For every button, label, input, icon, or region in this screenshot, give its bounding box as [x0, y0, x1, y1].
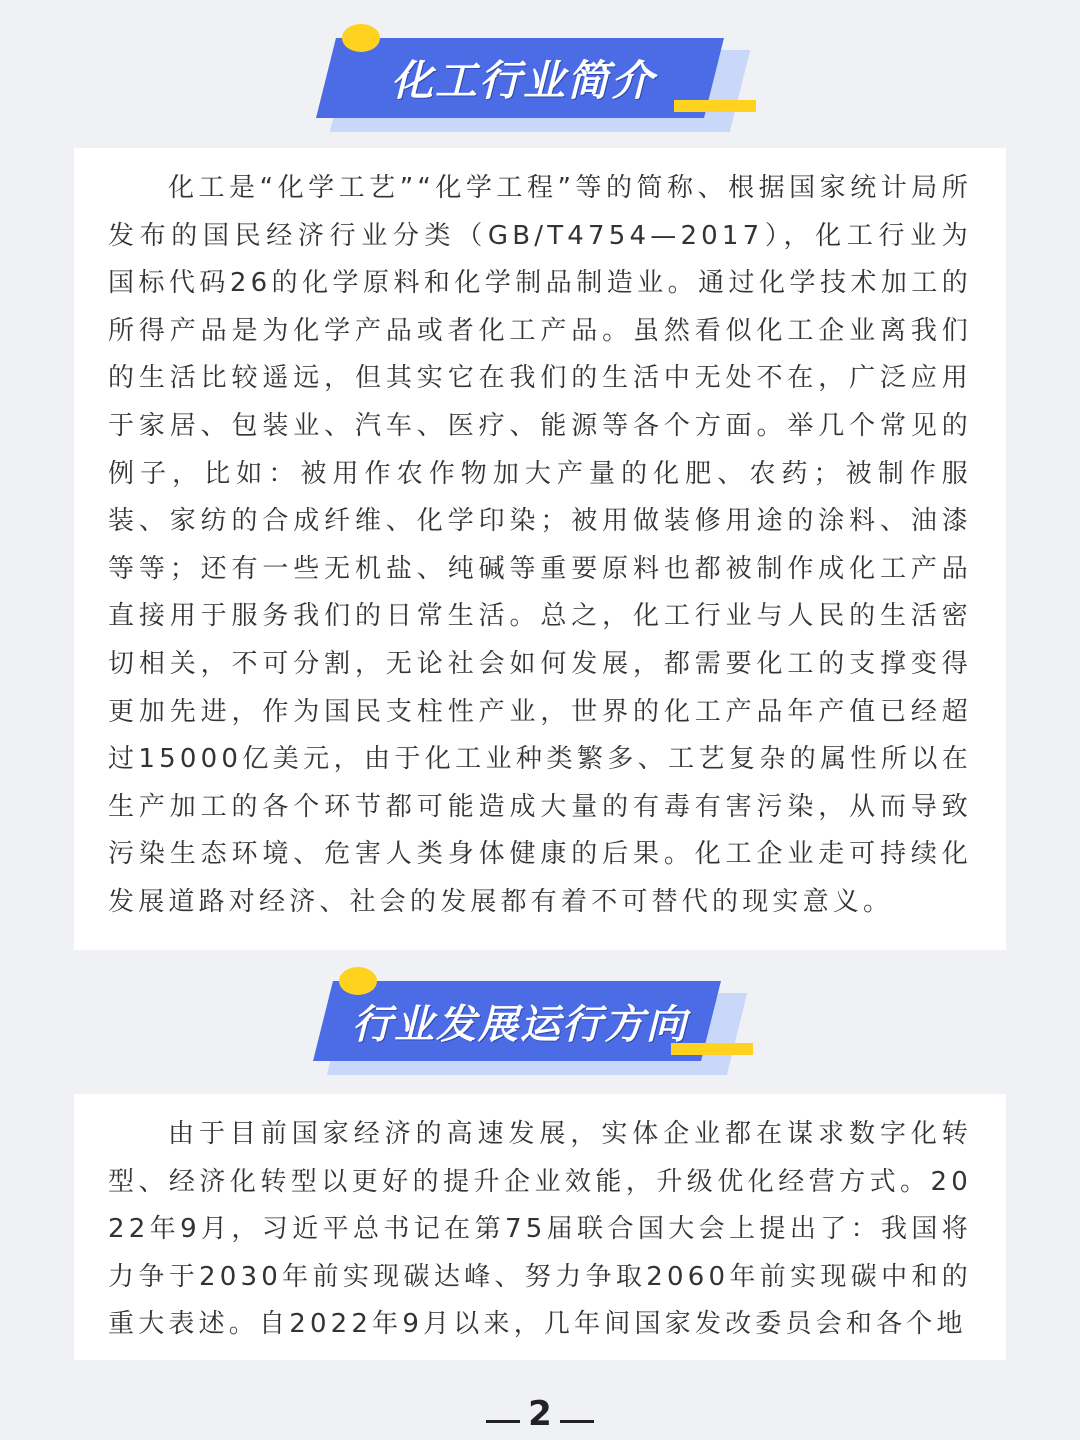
section-header-direction: [315, 963, 765, 1083]
content-card-direction: [74, 1094, 1006, 1360]
section-title: 化工行业简介: [390, 56, 655, 105]
page-number-right-rule: [560, 1420, 594, 1423]
content-card-intro: [74, 148, 1006, 950]
page-number-text: 2: [528, 1394, 552, 1434]
section-title: 行业发展运行方向: [352, 1001, 688, 1048]
page-number: [0, 1392, 1080, 1436]
section-header-intro: [318, 20, 768, 140]
page-number-left-rule: [486, 1420, 520, 1423]
body-paragraph: 由于目前国家经济的高速发展，实体企业都在谋求数字化转型、经济化转型以更好的提升企业效能，升级优化经营方式。2022年9月，习近平总书记在第75届联合国大会上提出了：我国将力争于2030年前实现碳达峰、努力争取2060年前实现碳中和的重大表述。自2022年9月以来，几年间国家发改委员会和各个地: [108, 1119, 972, 1340]
body-paragraph: 化工是“化学工艺”“化学工程”等的简称、根据国家统计局所发布的国民经济行业分类（GB/T4754—2017），化工行业为国标代码26的化学原料和化学制品制造业。通过化学技术加工的所得产品是为化学产品或者化工产品。虽然看似化工企业离我们的生活比较遥远，但其实它在我们的生活中无处不在，广泛应用于家居、包装业、汽车、医疗、能源等各个方面。举几个常见的例子，比如：被用作农作物加大产量的化肥、农药；被制作服装、家纺的合成纤维、化学印染；被用做装修用途的涂料、油漆等等；还有一些无机盐、纯碱等重要原料也都被制作成化工产品直接用于服务我们的日常生活。总之，化工行业与人民的生活密切相关，不可分割，无论社会如何发展，都需要化工的支撑变得更加先进，作为国民支柱性产业，世界的化工产品年产值已经超过15000亿美元，由于化工业种类繁多、工艺复杂的属性所以在生产加工的各个环节都可能造成大量的有毒有害污染，从而导致污染生态环境、危害人类身体健康的后果。化工企业走可持续化发展道路对经济、社会的发展都有着不可替代的现实意义。: [108, 173, 972, 917]
